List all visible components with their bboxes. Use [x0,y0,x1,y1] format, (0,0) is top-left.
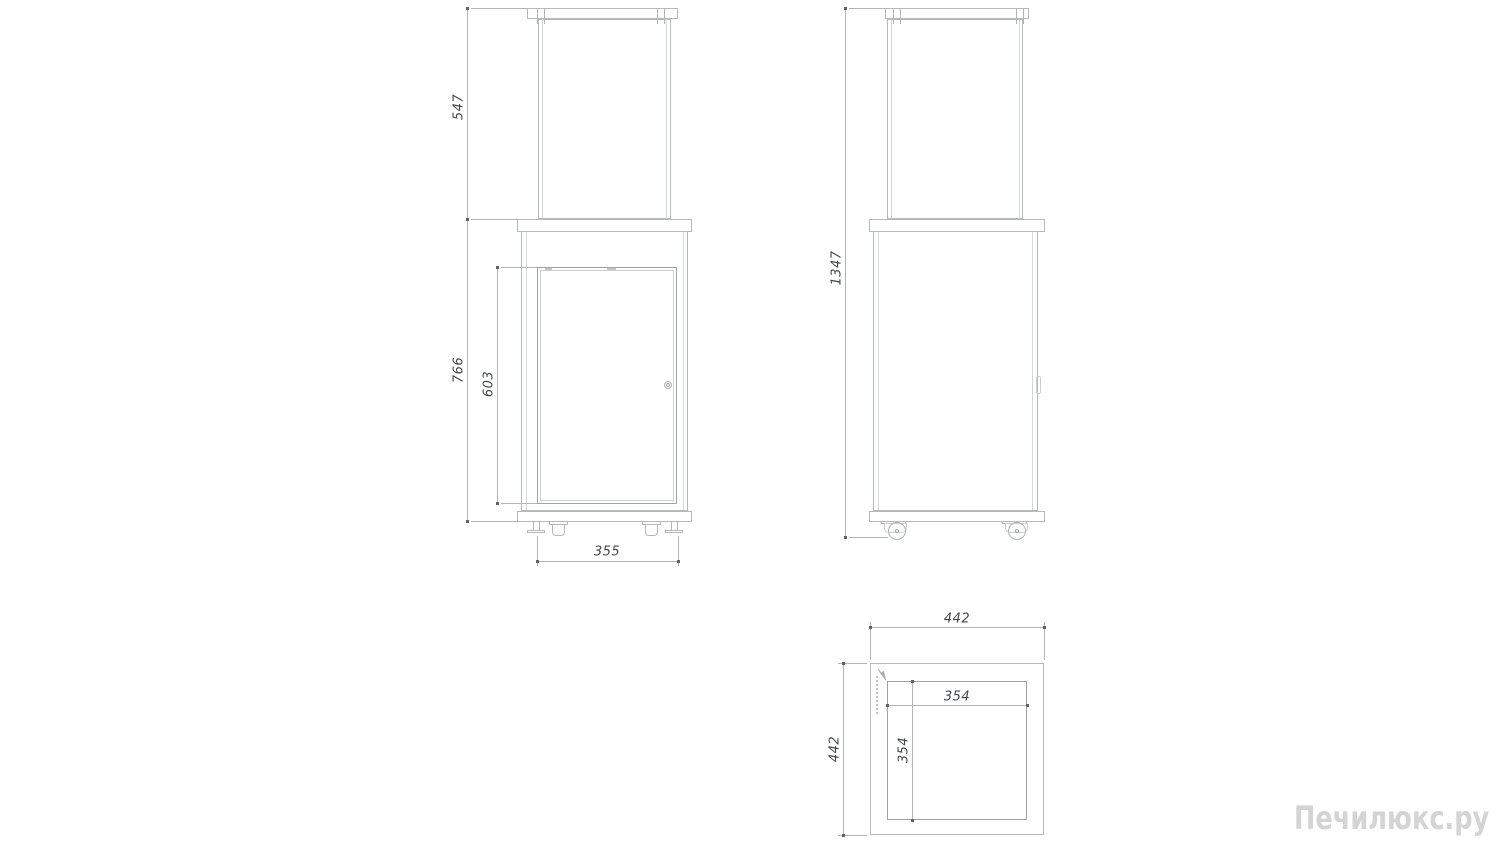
dim-endpoint [466,7,469,10]
side-body-inner-edge [1032,232,1033,510]
front-glass-inner-edge [542,19,543,219]
dim-extension [501,267,537,268]
front-glass-inner-edge [666,19,667,219]
dim-label-inner-depth: 354 [896,736,912,764]
dim-line-door-height [497,267,498,503]
dim-line-feet-span [537,561,678,562]
dim-label-cabinet-height: 766 [451,356,467,384]
dim-endpoint [496,502,499,505]
door-hinge-mark [607,268,616,270]
front-body-inner-edge [526,232,527,510]
dim-label-glass-height: 547 [451,93,467,121]
side-glass-tube [887,19,1023,219]
dim-label-outer-width: 442 [943,611,971,627]
door-hinge-mark [545,268,552,270]
side-glass-inner-edge [1019,19,1020,219]
dim-endpoint [844,536,847,539]
dim-label-inner-width: 354 [943,689,971,705]
front-body-inner-edge [683,232,684,510]
front-left-caster-body [552,524,565,536]
dim-line-inner-depth [912,681,913,821]
dim-endpoint [911,819,914,822]
dim-endpoint [886,704,889,707]
dim-endpoint [466,520,469,523]
dim-label-total-height: 1347 [829,250,845,286]
side-body [873,231,1038,511]
door-lock-pin [666,383,670,387]
front-right-caster-body [645,524,658,536]
dim-line-outer-width [870,627,1045,628]
dim-endpoint [842,662,845,665]
dim-extension [849,537,888,538]
dim-endpoint [869,626,872,629]
dim-line-total-height [845,8,846,537]
front-right-foot-plate [665,530,683,533]
dim-endpoint [496,266,499,269]
side-body-inner-edge [878,232,879,510]
dim-label-feet-span: 355 [593,544,621,560]
corner-leader-annotation [866,660,892,720]
dim-extension [471,219,517,220]
dim-endpoint [466,218,469,221]
dim-endpoint [911,680,914,683]
dim-endpoint [844,7,847,10]
dim-label-outer-depth: 442 [827,735,843,763]
dim-extension [471,521,517,522]
front-glass-tube [538,19,671,219]
watermark-logo: Печилюкс.ру [1294,799,1490,837]
side-handle [1036,376,1041,394]
dim-endpoint [1026,704,1029,707]
front-door-inner [540,270,674,501]
dim-line-inner-width [887,705,1028,706]
side-glass-inner-edge [891,19,892,219]
side-cap [885,8,1029,19]
front-cap [527,8,678,19]
dim-endpoint [536,560,539,563]
front-left-foot-plate [527,530,545,533]
dim-line-outer-depth [843,663,844,836]
dim-endpoint [842,834,845,837]
dim-label-door-height: 603 [481,370,497,398]
dim-line-front-heights [467,8,468,521]
dim-endpoint [677,560,680,563]
front-bottom-rim [517,511,692,522]
dim-extension [471,8,527,9]
side-right-caster-hub [1015,529,1019,533]
dim-extension [501,503,537,504]
dim-endpoint [1043,626,1046,629]
side-left-caster-hub [895,529,899,533]
side-cap-tick [1023,8,1024,24]
dim-extension [849,8,885,9]
